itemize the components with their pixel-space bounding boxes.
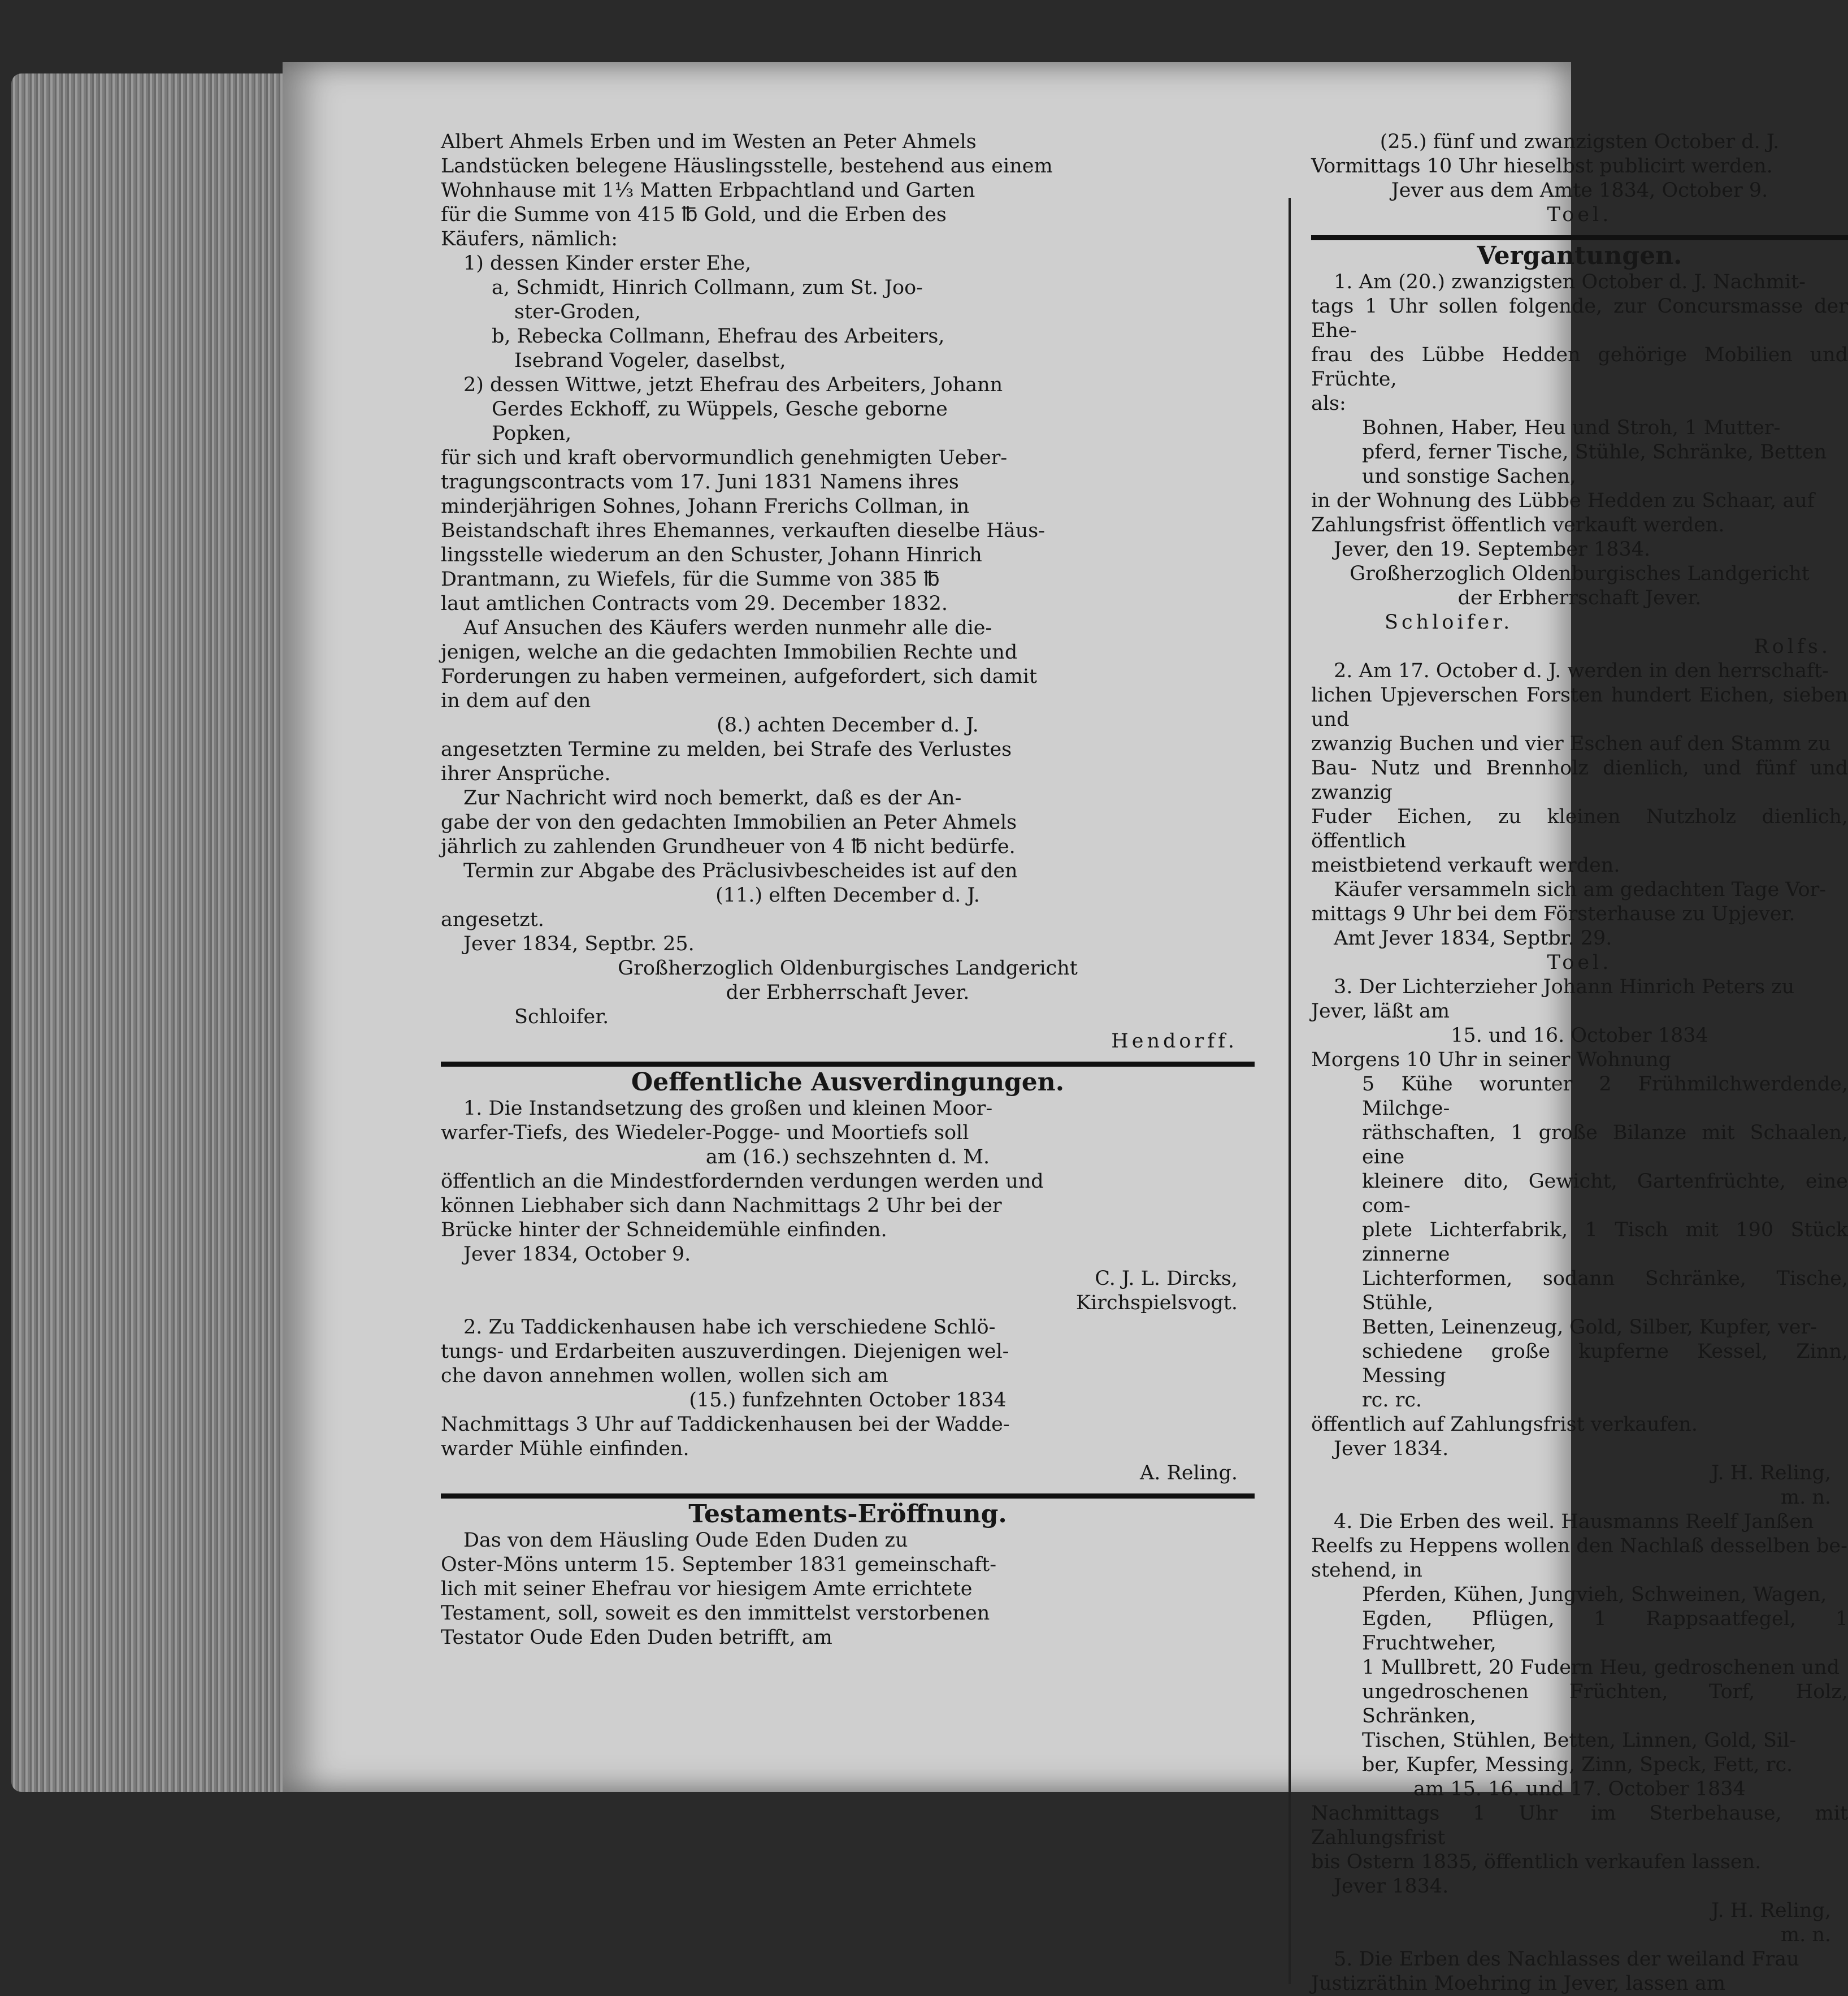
text-line: zwanzig Buchen und vier Eschen auf den Stamm zu [1311,733,1831,755]
list-item: Lichterformen, sodann Schränke, Tische, Stühle, [1362,1267,1848,1314]
text-line: angesetzten Termine zu melden, bei Strafe des Verlustes [441,738,1012,761]
request-paragraph [441,616,1255,713]
list-item: ber, Kupfer, Messing, Zinn, Speck, Fett, rc. [1362,1753,1793,1776]
text-line: Jever, läßt am [1311,1000,1450,1023]
text-line: 1. Die Instandsetzung des großen und kleinen Moor- [463,1097,993,1120]
date-line: (15.) funfzehnten October 1834 [689,1389,1007,1412]
text-line: Zahlungsfrist öffentlich verkauft werden. [1311,514,1725,536]
text-line: in dem auf den [441,690,591,712]
list-item: Gerdes Eckhoff, zu Wüppels, Gesche geborne [492,398,948,421]
text-line: 4. Die Erben des weil. Hausmanns Reelf Janßen [1334,1510,1814,1533]
date-line: 15. und 16. October 1834 [1451,1024,1708,1047]
list-item: Bohnen, Haber, Heu und Stroh, 1 Mutter- [1362,417,1781,439]
text-line: Auf Ansuchen des Käufers werden nunmehr alle die- [463,617,992,639]
court-name: der Erbherrschaft Jever. [726,981,970,1004]
text-line: minderjährigen Sohnes, Johann Frerichs Collman, in [441,495,970,518]
text-line: lich mit seiner Ehefrau vor hiesigem Amte errichtete [441,1578,973,1600]
intro-paragraph [441,130,1255,252]
text-line: jährlich zu zahlenden Grundheuer von 4 ℔ nicht bedürfe. [441,835,1016,858]
note-paragraph [441,786,1255,884]
text-line: Testator Oude Eden Duden betrifft, am [441,1626,832,1649]
text-line: Nachmittags 3 Uhr auf Taddickenhausen bei der Wadde- [441,1413,1010,1436]
text-line: stehend, in [1311,1559,1422,1582]
text-line: Morgens 10 Uhr in seiner Wohnung [1311,1049,1672,1071]
list-item: pferd, ferner Tische, Stühle, Schränke, Betten [1362,441,1827,464]
place-date: Jever 1834. [1334,1875,1449,1898]
text-line: Reelfs zu Heppens wollen den Nachlaß desselben be- [1311,1535,1847,1557]
signer-name: Toel. [1547,204,1612,226]
section-heading-ausverdingungen: Oeffentliche Ausverdingungen. [441,1062,1255,1094]
place-date: Jever 1834, Septbr. 25. [463,933,695,955]
text-line: lichen Upjeverschen Forsten hundert Eichen, sieben und [1311,684,1848,731]
text-line: laut amtlichen Contracts vom 29. December 1832. [441,592,948,615]
text-line: Brücke hinter der Schneidemühle einfinden. [441,1219,887,1241]
text-line: Termin zur Abgabe des Präclusivbescheides ist auf den [463,860,1018,882]
date-line: am (16.) sechszehnten d. M. [705,1146,990,1168]
newspaper-page [283,62,1848,1995]
text-line: für die Summe von 415 ℔ Gold, und die Erben des [441,204,947,226]
book-page-edges [11,73,305,1792]
signer-role: m. n. [1780,1924,1831,1946]
right-column [1311,130,1848,1996]
text-line: Testament, soll, soweit es den immittelst verstorbenen [441,1602,990,1625]
heirs-list [441,252,1255,446]
text-line: frau des Lübbe Hedden gehörige Mobilien und Früchte, [1311,344,1848,391]
text-line: angesetzt. [441,908,544,931]
text-line: als: [1311,392,1346,415]
date-line: am 15. 16. und 17. October 1834 [1413,1778,1746,1800]
text-line: warder Mühle einfinden. [441,1438,689,1460]
text-line: jenigen, welche an die gedachten Immobilien Rechte und [441,641,1018,664]
text-line: 2. Zu Taddickenhausen habe ich verschiedene Schlö- [463,1316,996,1339]
list-item: Pferden, Kühen, Jungvieh, Schweinen, Wagen, [1362,1583,1827,1606]
text-line: Das von dem Häusling Oude Eden Duden zu [463,1529,908,1552]
text-line: tragungscontracts vom 17. Juni 1831 Namens ihres [441,471,959,493]
place-date: Jever 1834, October 9. [463,1243,691,1266]
place-date: Jever 1834. [1334,1438,1449,1460]
text-line: mittags 9 Uhr bei dem Försterhause zu Upjever. [1311,903,1795,925]
text-line: 1. Am (20.) zwanzigsten October d. J. Nachmit- [1334,271,1806,293]
text-line: meistbietend verkauft werden. [1311,854,1620,877]
list-item: Egden, Pflügen, 1 Rappsaatfegel, 1 Fruchtweher, [1362,1608,1848,1655]
list-item: 1 Mullbrett, 20 Fudern Heu, gedroschenen und [1362,1656,1840,1679]
text-line: warfer-Tiefs, des Wiedeler-Pogge- und Moortiefs soll [441,1122,969,1144]
section-heading-vergantungen: Vergantungen. [1311,235,1848,268]
list-item: plete Lichterfabrik, 1 Tisch mit 190 Stück zinnerne [1362,1219,1848,1266]
list-item: 5 Kühe worunter 2 Frühmilchwerdende, Milchge- [1362,1073,1848,1120]
place-date: Amt Jever 1834, Septbr. 29. [1334,927,1612,950]
signer-name: C. J. L. Dircks, [1095,1267,1238,1290]
list-item: 1) dessen Kinder erster Ehe, [463,252,752,275]
list-item: ster-Groden, [514,301,641,323]
signer-name: Schloifer. [514,1006,609,1028]
list-item: a, Schmidt, Hinrich Collmann, zum St. Joo- [492,276,923,299]
list-item: kleinere dito, Gewicht, Gartenfrüchte, eine com- [1362,1170,1848,1217]
text-line: Justizräthin Moehring in Jever, lassen am [1311,1972,1726,1995]
signer-name: A. Reling. [1139,1462,1238,1484]
court-name: Großherzoglich Oldenburgisches Landgericht [618,957,1078,980]
text-line: öffentlich auf Zahlungsfrist verkaufen. [1311,1413,1698,1436]
contract-paragraph [441,446,1255,616]
list-item: Betten, Leinenzeug, Gold, Silber, Kupfer, ver- [1362,1316,1817,1339]
date-line: (25.) fünf und zwanzigsten October d. J. [1380,131,1780,153]
column-divider [1289,198,1291,1984]
text-line: 2. Am 17. October d. J. werden in den herrschaft- [1334,660,1829,682]
signer-name: Hendorff. [1111,1030,1238,1053]
signer-name: J. H. Reling, [1711,1899,1831,1922]
list-item: und sonstige Sachen, [1362,465,1577,488]
signer-role: Kirchspielsvogt. [1075,1292,1238,1314]
signer-name: Schloifer. [1385,611,1513,634]
list-item: rc. rc. [1362,1389,1422,1412]
text-line: Landstücken belegene Häuslingsstelle, bestehend aus einem [441,155,1053,177]
text-line: Drantmann, zu Wiefels, für die Summe von 385 ℔ [441,568,940,591]
list-item: schiedene große kupferne Kessel, Zinn, Messing [1362,1340,1848,1387]
text-line: in der Wohnung des Lübbe Hedden zu Schaar, auf [1311,490,1815,512]
list-item: räthschaften, 1 große Bilanze mit Schaalen, eine [1362,1122,1848,1168]
text-line: che davon annehmen wollen, wollen sich am [441,1365,888,1387]
text-line: Oster-Möns unterm 15. September 1831 gemeinschaft- [441,1553,997,1576]
text-line: Nachmittags 1 Uhr im Sterbehause, mit Zahlungsfrist [1311,1802,1848,1849]
signer-name: Toel. [1547,951,1612,974]
text-line: Forderungen zu haben vermeinen, aufgefordert, sich damit [441,665,1038,688]
date-line: (8.) achten December d. J. [717,714,979,737]
text-line: lingsstelle wiederum an den Schuster, Johann Hinrich [441,544,982,566]
list-item: 2) dessen Wittwe, jetzt Ehefrau des Arbeiters, Johann [463,374,1003,396]
text-line: Wohnhause mit 1⅓ Matten Erbpachtland und Garten [441,179,975,202]
text-line: gabe der von den gedachten Immobilien an Peter Ahmels [441,811,1017,834]
signer-name: J. H. Reling, [1711,1462,1831,1484]
section-heading-testament: Testaments-Eröffnung. [441,1493,1255,1526]
text-line: für sich und kraft obervormundlich genehmigten Ueber- [441,447,1008,469]
list-item: ungedroschenen Früchten, Torf, Holz, Schränken, [1362,1681,1848,1727]
text-line: Käufers, nämlich: [441,228,618,250]
text-line: 3. Der Lichterzieher Johann Hinrich Peters zu [1334,976,1795,998]
court-name: der Erbherrschaft Jever. [1457,587,1702,609]
date-line: (11.) elften December d. J. [715,884,980,907]
text-line: Vormittags 10 Uhr hieselbst publicirt werden. [1311,155,1773,177]
court-name: Großherzoglich Oldenburgisches Landgericht [1350,562,1810,585]
text-line: Bau- Nutz und Brennholz dienlich, und fünf und zwanzig [1311,757,1848,804]
signer-role: m. n. [1780,1486,1831,1509]
place-date: Jever, den 19. September 1834. [1334,538,1651,561]
signer-name: Rolfs. [1754,635,1831,658]
text-line: tungs- und Erdarbeiten auszuverdingen. Diejenigen wel- [441,1340,1009,1363]
text-line: bis Ostern 1835, öffentlich verkaufen lassen. [1311,1851,1762,1873]
text-line: Fuder Eichen, zu kleinen Nutzholz dienlich, öffentlich [1311,806,1848,852]
text-line: Beistandschaft ihres Ehemannes, verkauften dieselbe Häus- [441,519,1046,542]
text-line: öffentlich an die Mindestfordernden verdungen werden und [441,1170,1044,1193]
text-line: Käufer versammeln sich am gedachten Tage Vor- [1334,878,1827,901]
text-line: ihrer Ansprüche. [441,763,611,785]
text-line: Albert Ahmels Erben und im Westen an Peter Ahmels [441,131,977,153]
list-item: Popken, [492,422,572,445]
text-line: können Liebhaber sich dann Nachmittags 2 Uhr bei der [441,1194,1002,1217]
list-item: Isebrand Vogeler, daselbst, [514,349,786,372]
left-column [441,130,1255,1650]
list-item: b, Rebecka Collmann, Ehefrau des Arbeiters, [492,325,945,348]
text-line: tags 1 Uhr sollen folgende, zur Concursmasse der Ehe- [1311,295,1848,342]
place-date: Jever aus dem Amte 1834, October 9. [1391,179,1768,202]
list-item: Tischen, Stühlen, Betten, Linnen, Gold, Sil- [1362,1729,1797,1752]
text-line: 5. Die Erben des Nachlasses der weiland Frau [1334,1948,1799,1971]
text-line: Zur Nachricht wird noch bemerkt, daß es der An- [463,787,962,809]
